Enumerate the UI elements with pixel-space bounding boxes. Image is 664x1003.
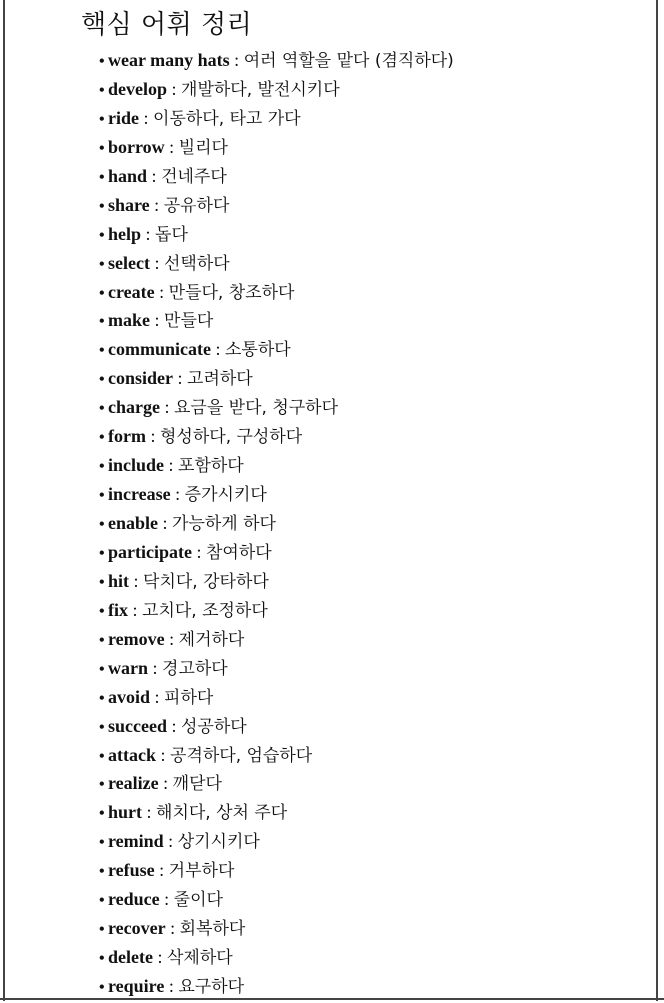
vocab-item <box>99 509 454 538</box>
vocab-item <box>99 914 454 943</box>
vocab-item <box>99 220 454 249</box>
vocab-item <box>99 683 454 712</box>
vocab-term: increase <box>108 484 171 505</box>
term-separator: : <box>163 831 178 852</box>
vocab-meaning: 상기시키다 <box>177 832 260 853</box>
vocab-meaning: 제거하다 <box>178 629 245 650</box>
vocab-meaning: 줄이다 <box>173 890 223 911</box>
vocab-item <box>99 567 454 596</box>
term-separator: : <box>210 339 225 360</box>
bullet-icon: • <box>99 805 105 823</box>
bullet-icon: • <box>99 458 105 476</box>
term-separator: : <box>165 918 180 939</box>
vocab-meaning: 요금을 받다, 청구하다 <box>174 398 339 419</box>
bullet-icon: • <box>99 139 105 157</box>
bullet-icon: • <box>99 371 105 389</box>
vocab-meaning: 해치다, 상처 주다 <box>156 803 288 824</box>
bullet-icon: • <box>99 487 105 505</box>
term-separator: : <box>152 947 167 968</box>
vocab-term: remind <box>108 831 164 852</box>
term-separator: : <box>158 773 173 794</box>
vocab-item <box>99 480 454 509</box>
vocab-term: ride <box>108 107 139 128</box>
vocab-item <box>99 249 454 278</box>
vocab-item <box>99 712 454 741</box>
vocab-term: hand <box>108 165 148 186</box>
vocab-meaning: 고려하다 <box>187 369 253 390</box>
vocab-meaning: 공격하다, 엄습하다 <box>170 745 313 766</box>
vocab-term: realize <box>108 773 159 794</box>
vocab-meaning: 만들다, 창조하다 <box>168 282 295 303</box>
vocab-term: charge <box>108 397 160 418</box>
vocab-term: remove <box>108 628 165 649</box>
vocab-item <box>99 451 454 480</box>
vocab-meaning: 피하다 <box>164 687 214 708</box>
bullet-icon: • <box>99 81 105 99</box>
term-separator: : <box>164 136 179 157</box>
vocab-item <box>99 278 454 307</box>
vocab-meaning: 건네주다 <box>161 166 227 187</box>
term-separator: : <box>150 310 165 331</box>
term-separator: : <box>129 570 144 591</box>
vocab-item <box>99 46 454 75</box>
term-separator: : <box>128 599 143 620</box>
bullet-icon: • <box>99 110 105 128</box>
vocab-item <box>99 104 454 133</box>
vocab-term: refuse <box>108 860 155 881</box>
term-separator: : <box>142 802 157 823</box>
vocab-term: reduce <box>108 889 160 910</box>
vocab-term: form <box>108 426 146 447</box>
vocab-meaning: 빌리다 <box>178 137 228 158</box>
vocab-meaning: 삭제하다 <box>167 948 233 969</box>
vocab-meaning: 회복하다 <box>179 919 246 940</box>
vocab-term: communicate <box>108 339 211 360</box>
bullet-icon: • <box>99 602 105 620</box>
vocab-item <box>99 741 454 770</box>
vocab-item <box>99 769 454 798</box>
vocab-term: help <box>108 223 142 244</box>
term-separator: : <box>159 889 174 910</box>
vocab-term: fix <box>108 599 128 620</box>
vocab-item <box>99 364 454 393</box>
vocab-term: warn <box>108 657 148 678</box>
vocab-term: wear many hats <box>108 50 230 70</box>
vocab-item <box>99 191 454 220</box>
bullet-icon: • <box>99 313 105 331</box>
vocab-term: recover <box>108 918 166 939</box>
term-separator: : <box>139 107 154 128</box>
bullet-icon: • <box>99 544 105 562</box>
bullet-icon: • <box>99 718 105 736</box>
bullet-icon: • <box>99 747 105 765</box>
bullet-icon: • <box>99 863 105 881</box>
term-separator: : <box>149 252 164 273</box>
bullet-icon: • <box>99 284 105 302</box>
vocab-item <box>99 162 454 191</box>
vocab-meaning: 증가시키다 <box>184 485 267 506</box>
vocab-item <box>99 596 454 625</box>
bullet-icon: • <box>99 53 105 70</box>
vocab-meaning: 소통하다 <box>225 340 291 361</box>
vocab-item <box>99 306 454 335</box>
bullet-icon: • <box>99 168 105 186</box>
bullet-icon: • <box>99 516 105 533</box>
term-separator: : <box>229 50 244 70</box>
bullet-icon: • <box>99 834 105 852</box>
bullet-icon: • <box>99 342 105 360</box>
bullet-icon: • <box>99 660 105 678</box>
vocab-item <box>99 75 454 104</box>
vocab-meaning: 공유하다 <box>163 195 230 216</box>
vocab-item <box>99 538 454 567</box>
vocab-item <box>99 856 454 885</box>
vocabulary-list <box>99 46 454 1001</box>
vocab-item <box>99 393 454 422</box>
bullet-icon: • <box>99 255 105 273</box>
term-separator: : <box>149 194 164 215</box>
term-separator: : <box>167 78 182 99</box>
vocab-item <box>99 943 454 972</box>
vocab-item <box>99 654 454 683</box>
term-separator: : <box>154 281 169 302</box>
left-border-line <box>3 0 5 1001</box>
vocab-meaning: 경고하다 <box>162 658 228 679</box>
vocab-item <box>99 625 454 654</box>
bullet-icon: • <box>99 226 105 244</box>
term-separator: : <box>148 657 163 678</box>
vocab-term: participate <box>108 541 192 562</box>
vocab-meaning: 요구하다 <box>178 977 245 997</box>
term-separator: : <box>166 715 181 736</box>
bullet-icon: • <box>99 631 105 649</box>
vocab-term: succeed <box>108 715 167 736</box>
vocab-item <box>99 885 454 914</box>
vocab-meaning: 거부하다 <box>168 861 235 882</box>
vocab-term: hurt <box>108 802 143 823</box>
vocab-term: consider <box>108 368 173 389</box>
vocab-item <box>99 133 454 162</box>
bullet-icon: • <box>99 979 105 996</box>
term-separator: : <box>164 976 179 996</box>
vocab-item <box>99 798 454 827</box>
vocab-meaning: 만들다 <box>164 311 214 332</box>
term-separator: : <box>154 860 169 881</box>
vocab-term: create <box>108 281 155 302</box>
vocab-term: attack <box>108 744 156 765</box>
term-separator: : <box>145 426 160 447</box>
vocab-item <box>99 827 454 856</box>
vocab-meaning: 여러 역할을 맡다 (겸직하다) <box>243 51 454 71</box>
vocab-meaning: 형성하다, 구성하다 <box>160 427 303 448</box>
vocab-meaning: 깨닫다 <box>172 774 222 795</box>
vocab-meaning: 고치다, 조정하다 <box>142 600 268 621</box>
bullet-icon: • <box>99 950 105 968</box>
bullet-icon: • <box>99 921 105 939</box>
vocab-meaning: 이동하다, 타고 가다 <box>153 108 301 129</box>
vocab-term: hit <box>108 570 130 591</box>
vocab-meaning: 닥치다, 강타하다 <box>143 571 269 592</box>
vocab-term: enable <box>108 513 159 533</box>
vocab-meaning: 가능하게 하다 <box>172 514 276 534</box>
vocab-term: require <box>108 976 165 996</box>
right-border-line <box>656 0 658 1001</box>
vocab-term: share <box>108 194 150 215</box>
term-separator: : <box>159 397 174 418</box>
term-separator: : <box>164 455 179 476</box>
vocab-meaning: 선택하다 <box>163 253 230 274</box>
vocab-item <box>99 972 454 1001</box>
vocab-meaning: 성공하다 <box>181 716 247 737</box>
vocab-term: make <box>108 310 150 331</box>
vocab-term: include <box>108 455 165 476</box>
vocab-meaning: 개발하다, 발전시키다 <box>181 79 340 100</box>
page-title: 핵심 어휘 정리 <box>81 10 253 40</box>
vocab-meaning: 돕다 <box>155 224 188 245</box>
vocab-item <box>99 335 454 364</box>
term-separator: : <box>141 223 156 244</box>
bullet-icon: • <box>99 892 105 910</box>
bullet-icon: • <box>99 429 105 447</box>
bullet-icon: • <box>99 689 105 707</box>
bullet-icon: • <box>99 197 105 215</box>
vocab-meaning: 포함하다 <box>178 456 244 477</box>
bullet-icon: • <box>99 776 105 794</box>
vocab-term: select <box>108 252 150 273</box>
term-separator: : <box>173 368 188 389</box>
term-separator: : <box>150 686 165 707</box>
term-separator: : <box>158 513 173 533</box>
vocab-meaning: 참여하다 <box>206 542 272 563</box>
vocab-term: borrow <box>108 136 165 157</box>
term-separator: : <box>156 744 171 765</box>
term-separator: : <box>164 628 179 649</box>
bullet-icon: • <box>99 573 105 591</box>
term-separator: : <box>191 541 206 562</box>
term-separator: : <box>170 484 185 505</box>
vocab-term: delete <box>108 947 153 968</box>
term-separator: : <box>147 165 162 186</box>
bullet-icon: • <box>99 400 105 418</box>
vocab-term: avoid <box>108 686 151 707</box>
vocab-item <box>99 422 454 451</box>
vocab-term: develop <box>108 78 168 99</box>
